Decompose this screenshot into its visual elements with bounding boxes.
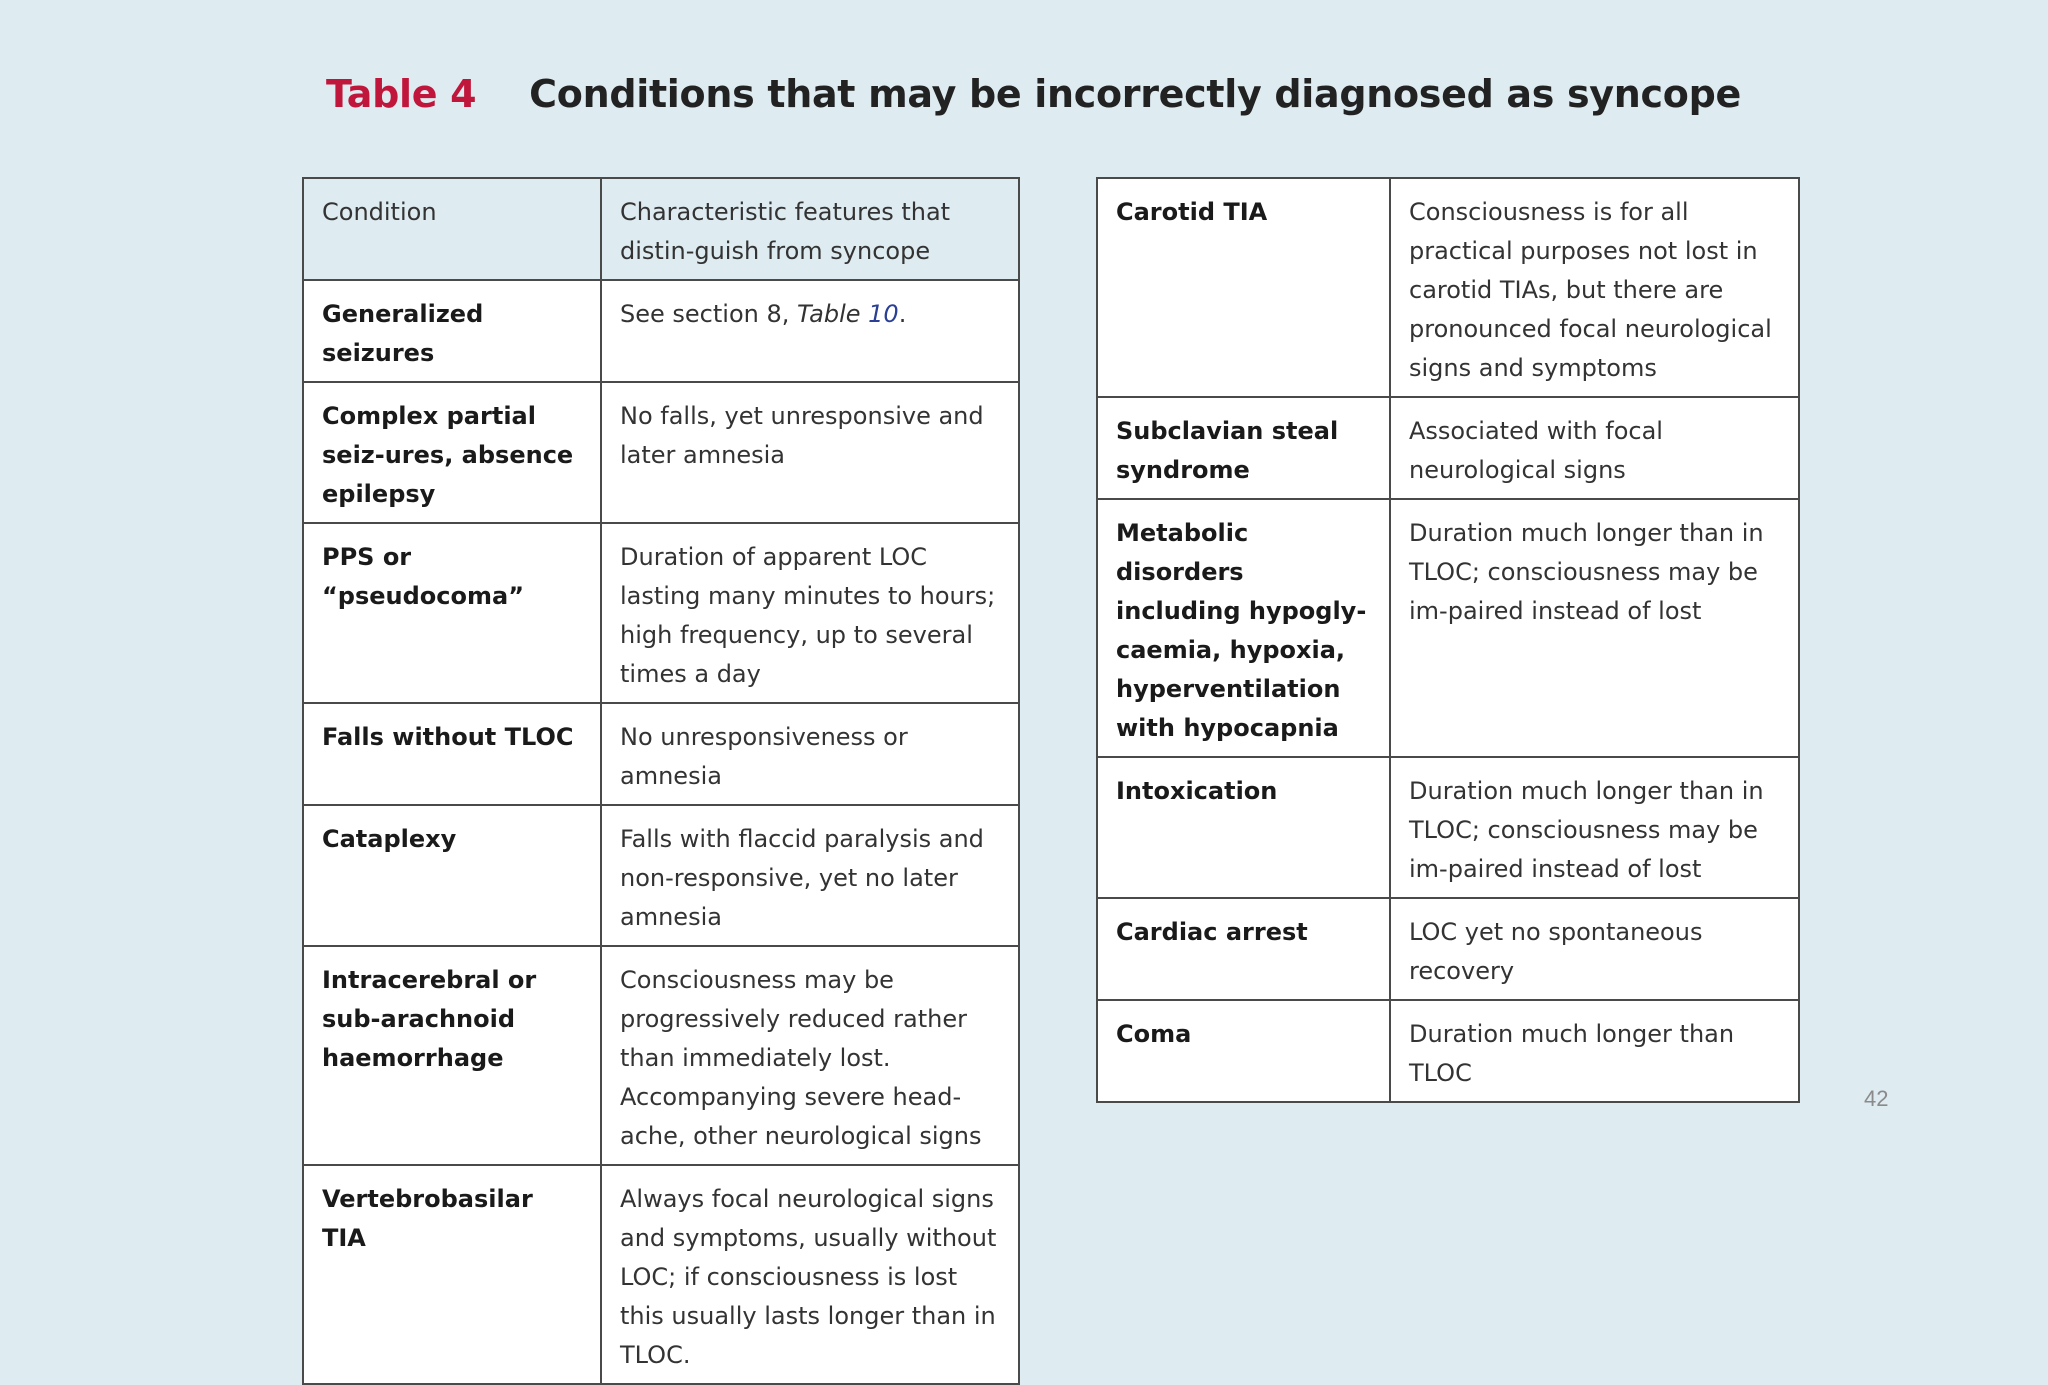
features-cell: Consciousness may be progressively reduced rather than immediately lost. Accompanying severe head-ache, other neurological signs [601,946,1019,1165]
features-cell: Always focal neurological signs and symptoms, usually without LOC; if consciousness is lost this usually lasts longer than in TLOC. [601,1165,1019,1384]
condition-cell: Cardiac arrest [1097,898,1390,1000]
table-header-row [303,178,1019,280]
features-cell: Falls with flaccid paralysis and non-responsive, yet no later amnesia [601,805,1019,946]
features-cell: Duration much longer than TLOC [1390,1000,1799,1102]
table-row [303,523,1019,703]
features-cell: No falls, yet unresponsive and later amnesia [601,382,1019,523]
page-title [326,72,1741,116]
condition-cell: Carotid TIA [1097,178,1390,397]
condition-cell: Complex partial seiz-ures, absence epilepsy [303,382,601,523]
table-title-text: Conditions that may be incorrectly diagnosed as syncope [529,72,1741,116]
table-number-label: Table 4 [326,72,477,116]
features-suffix: . [898,300,907,328]
features-cell [601,280,1019,382]
features-cell: Associated with focal neurological signs [1390,397,1799,499]
condition-cell: PPS or “pseudocoma” [303,523,601,703]
features-cell: Duration of apparent LOC lasting many minutes to hours; high frequency, up to several times a day [601,523,1019,703]
conditions-table-left [302,177,1020,1385]
conditions-table-right [1096,177,1800,1103]
table-row [1097,757,1799,898]
table-row [303,946,1019,1165]
table-row [1097,178,1799,397]
table-row [303,703,1019,805]
table-row [1097,898,1799,1000]
table-row [1097,1000,1799,1102]
condition-cell: Metabolic disorders including hypogly-caemia, hypoxia, hyperventilation with hypocapnia [1097,499,1390,757]
features-cell: No unresponsiveness or amnesia [601,703,1019,805]
page-number: 42 [1864,1086,1889,1111]
condition-cell: Generalized seizures [303,280,601,382]
table-row [303,805,1019,946]
features-cell: Duration much longer than in TLOC; consciousness may be im-paired instead of lost [1390,757,1799,898]
header-condition: Condition [303,178,601,280]
table-reference-text: Table [797,300,869,328]
header-features: Characteristic features that distin-guish from syncope [601,178,1019,280]
condition-cell: Coma [1097,1000,1390,1102]
table-row [303,280,1019,382]
features-cell: LOC yet no spontaneous recovery [1390,898,1799,1000]
condition-cell: Intoxication [1097,757,1390,898]
table-row [1097,397,1799,499]
features-cell: Duration much longer than in TLOC; consciousness may be im-paired instead of lost [1390,499,1799,757]
condition-cell: Intracerebral or sub-arachnoid haemorrhage [303,946,601,1165]
table-row [303,382,1019,523]
table-reference-link[interactable]: 10 [868,300,899,328]
condition-cell: Falls without TLOC [303,703,601,805]
condition-cell: Vertebrobasilar TIA [303,1165,601,1384]
condition-cell: Cataplexy [303,805,601,946]
table-row [1097,499,1799,757]
table-row [303,1165,1019,1384]
features-text: See section 8, [620,300,797,328]
features-cell: Consciousness is for all practical purposes not lost in carotid TIAs, but there are pronounced focal neurological signs and symptoms [1390,178,1799,397]
condition-cell: Subclavian steal syndrome [1097,397,1390,499]
